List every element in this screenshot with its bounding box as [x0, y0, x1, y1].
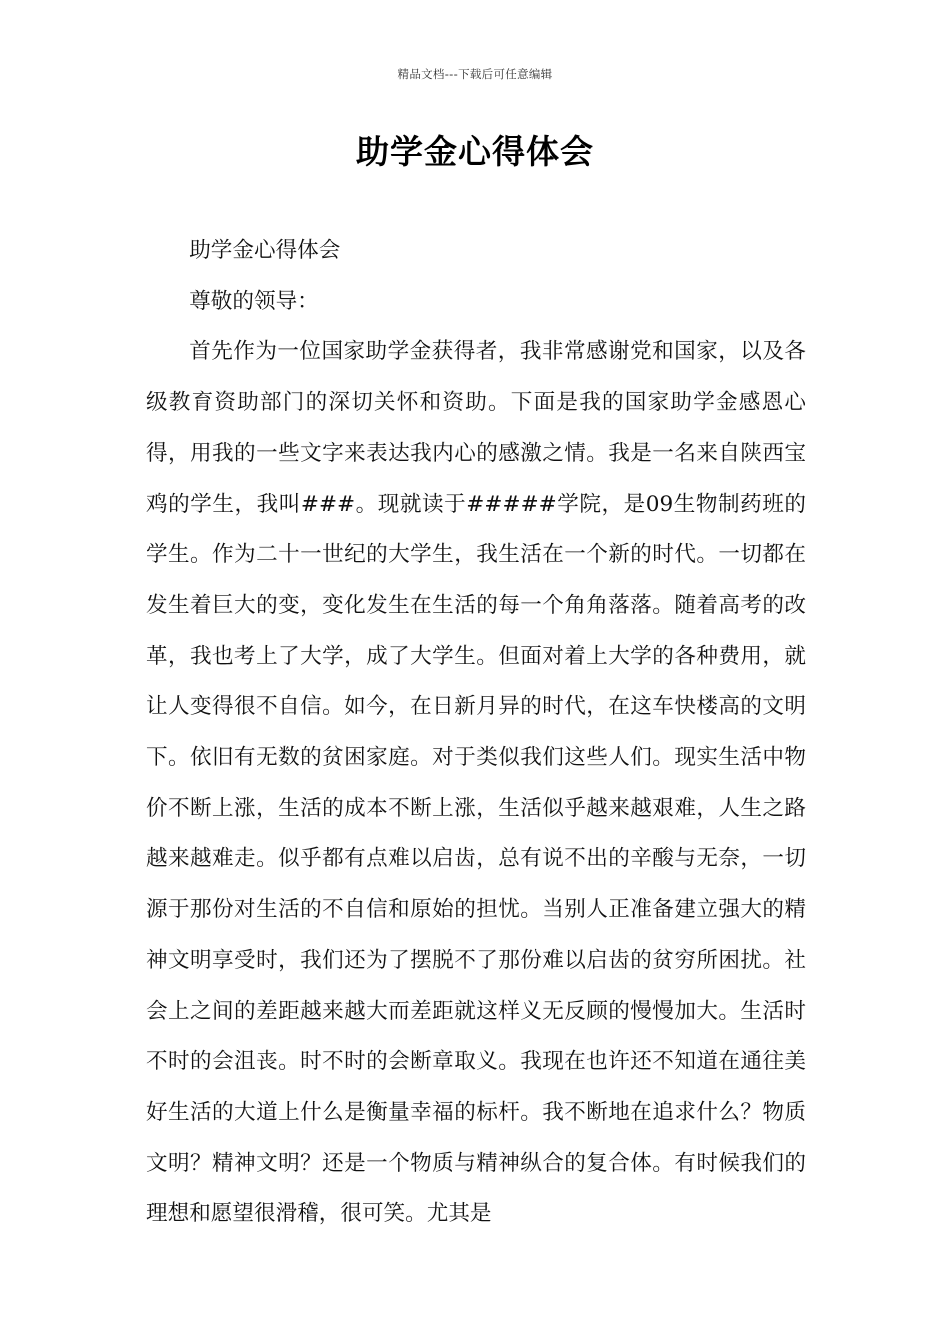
document-body [146, 226, 806, 1240]
document-title: 助学金心得体会 [356, 132, 594, 171]
header-note: 精品文档---下载后可任意编辑 [397, 67, 553, 81]
body-paragraph: 首先作为一位国家助学金获得者，我非常感谢党和国家，以及各级教育资助部门的深切关怀和资助。下面是我的国家助学金感恩心得，用我的一些文字来表达我内心的感激之情。我是一名来自陕西宝鸡的学生，我叫###。现就读于#####学院，是09生物制药班的学生。作为二十一世纪的大学生，我生活在一个新的时代。一切都在发生着巨大的变，变化发生在生活的每一个角角落落。随着高考的改革，我也考上了大学，成了大学生。但面对着上大学的各种费用，就让人变得很不自信。如今，在日新月异的时代，在这车快楼高的文明下。依旧有无数的贫困家庭。对于类似我们这些人们。现实生活中物价不断上涨，生活的成本不断上涨，生活似乎越来越艰难，人生之路越来越难走。似乎都有点难以启齿，总有说不出的辛酸与无奈，一切源于那份对生活的不自信和原始的担忧。当别人正准备建立强大的精神文明享受时，我们还为了摆脱不了那份难以启齿的贫穷所困扰。社会上之间的差距越来越大而差距就这样义无反顾的慢慢加大。生活时不时的会沮丧。时不时的会断章取义。我现在也许还不知道在通往美好生活的大道上什么是衡量幸福的标杆。我不断地在追求什么？物质文明？精神文明？还是一个物质与精神纵合的复合体。有时候我们的理想和愿望很滑稽，很可笑。尤其是 [146, 339, 806, 1227]
body-paragraph: 助学金心得体会 [189, 238, 341, 263]
body-paragraph: 尊敬的领导： [189, 288, 319, 314]
